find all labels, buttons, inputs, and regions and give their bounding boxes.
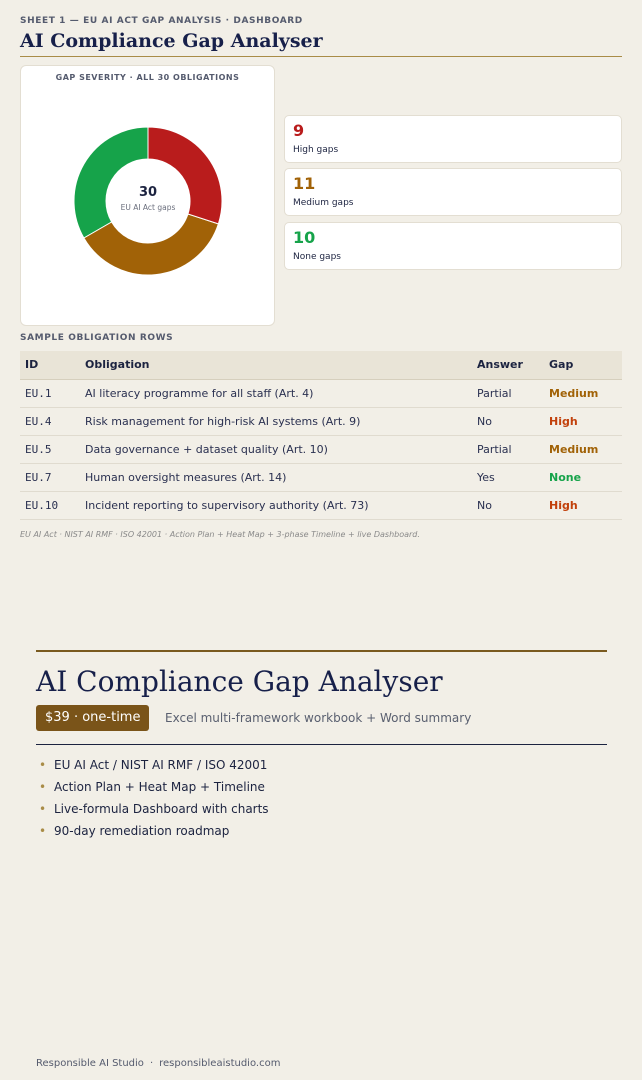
stat-label-high: High gaps: [293, 145, 339, 155]
table-row: [20, 463, 622, 491]
footer-brand: Responsible AI Studio: [36, 1058, 144, 1069]
stat-label-medium: Medium gaps: [293, 198, 354, 208]
feature-text: Live-formula Dashboard with charts: [54, 802, 269, 816]
cell-answer: Partial: [472, 379, 544, 407]
table-row: [20, 407, 622, 435]
list-item: [36, 822, 269, 844]
cell-gap: Medium: [544, 435, 622, 463]
cell-answer: No: [472, 491, 544, 519]
section-label-sample-rows: SAMPLE OBLIGATION ROWS: [20, 333, 174, 343]
bullet-icon: •: [39, 802, 47, 816]
bullet-icon: •: [39, 824, 47, 838]
cell-gap: High: [544, 491, 622, 519]
table-header-row: [20, 351, 622, 379]
donut-center-label: EU AI Act gaps: [120, 203, 176, 212]
table-row: [20, 379, 622, 407]
stat-value-medium: 11: [293, 174, 316, 193]
promo-divider: [36, 744, 607, 745]
list-item: [36, 756, 269, 778]
cell-obligation: Incident reporting to supervisory authority (Art. 73): [80, 491, 472, 519]
footer-separator: ·: [149, 1058, 154, 1069]
stat-label-none: None gaps: [293, 252, 341, 262]
column-header-answer: Answer: [472, 351, 544, 379]
gap-severity-donut-chart: [21, 66, 276, 327]
feature-list: [36, 756, 269, 844]
title-divider: [20, 56, 622, 57]
table-row: [20, 435, 622, 463]
cell-answer: Yes: [472, 463, 544, 491]
stat-card-medium: [284, 168, 622, 216]
footer: [36, 1058, 280, 1069]
cell-id: EU.1: [20, 379, 80, 407]
bullet-icon: •: [39, 758, 47, 772]
donut-center-value: 30: [138, 185, 158, 200]
promo-subtitle: Excel multi-framework workbook + Word summary: [165, 711, 472, 725]
cell-gap: High: [544, 407, 622, 435]
cell-id: EU.10: [20, 491, 80, 519]
cell-gap: Medium: [544, 379, 622, 407]
cell-obligation: Human oversight measures (Art. 14): [80, 463, 472, 491]
feature-text: Action Plan + Heat Map + Timeline: [54, 780, 265, 794]
footer-url-link[interactable]: responsibleaistudio.com: [159, 1058, 281, 1069]
cell-obligation: Risk management for high-risk AI systems (Art. 9): [80, 407, 472, 435]
column-header-id: ID: [20, 351, 80, 379]
cell-answer: No: [472, 407, 544, 435]
cell-gap: None: [544, 463, 622, 491]
cell-id: EU.5: [20, 435, 80, 463]
chart-title: GAP SEVERITY · ALL 30 OBLIGATIONS: [55, 73, 240, 82]
list-item: [36, 800, 269, 822]
list-item: [36, 778, 269, 800]
feature-text: 90-day remediation roadmap: [54, 824, 230, 838]
cell-obligation: AI literacy programme for all staff (Art. 4): [80, 379, 472, 407]
promo-top-divider: [36, 650, 607, 652]
stat-card-none: [284, 222, 622, 270]
cell-id: EU.7: [20, 463, 80, 491]
price-badge: $39 · one-time: [36, 705, 149, 731]
stat-value-none: 10: [293, 228, 316, 247]
cell-obligation: Data governance + dataset quality (Art. 10): [80, 435, 472, 463]
obligations-table: [20, 351, 622, 520]
sheet-title: AI Compliance Gap Analyser: [20, 30, 323, 52]
cell-id: EU.4: [20, 407, 80, 435]
cell-answer: Partial: [472, 435, 544, 463]
column-header-obligation: Obligation: [80, 351, 472, 379]
stat-value-high: 9: [293, 121, 305, 140]
column-header-gap: Gap: [544, 351, 622, 379]
bullet-icon: •: [39, 780, 47, 794]
promo-title: AI Compliance Gap Analyser: [36, 665, 443, 698]
stat-card-high: [284, 115, 622, 163]
feature-text: EU AI Act / NIST AI RMF / ISO 42001: [54, 758, 268, 772]
frameworks-footnote: EU AI Act · NIST AI RMF · ISO 42001 · Action Plan + Heat Map + 3-phase Timeline + live Dashboard.: [20, 530, 420, 539]
sheet-label: SHEET 1 — EU AI ACT GAP ANALYSIS · DASHBOARD: [20, 16, 303, 26]
donut-slice-none: [74, 127, 148, 238]
gap-severity-chart-card: [20, 65, 275, 326]
table-row: [20, 491, 622, 519]
